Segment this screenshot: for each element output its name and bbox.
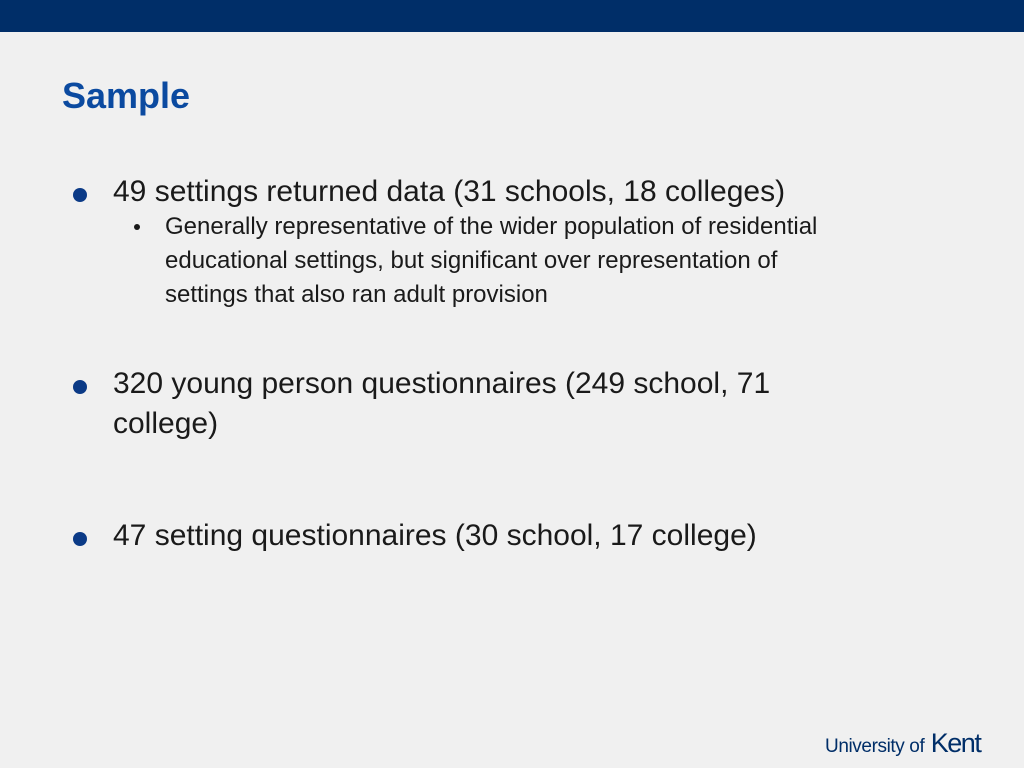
logo-prefix: University of: [825, 736, 925, 757]
bullet-icon: [73, 532, 87, 546]
slide-title: Sample: [62, 75, 191, 116]
logo-name: Kent: [930, 728, 981, 758]
bullet-icon: [73, 188, 87, 202]
bullet-text: 47 setting questionnaires (30 school, 17 college): [113, 519, 757, 552]
bullet-icon: [73, 380, 87, 394]
sub-bullet-text: Generally representative of the wider population of residential educational settings, but significant over representation of settings that also ran adult provision: [165, 213, 818, 308]
bullet-text: 320 young person questionnaires (249 school, 71 college): [113, 367, 771, 440]
university-logo: [825, 728, 980, 760]
sub-bullet-icon: [134, 224, 140, 230]
bullet-text: 49 settings returned data (31 schools, 18 colleges): [113, 175, 786, 208]
sub-bullet-item: [165, 210, 865, 312]
bullet-item: [113, 172, 903, 312]
bullet-item: [113, 364, 873, 444]
header-bar: [0, 0, 1024, 32]
bullet-item: [113, 516, 903, 556]
